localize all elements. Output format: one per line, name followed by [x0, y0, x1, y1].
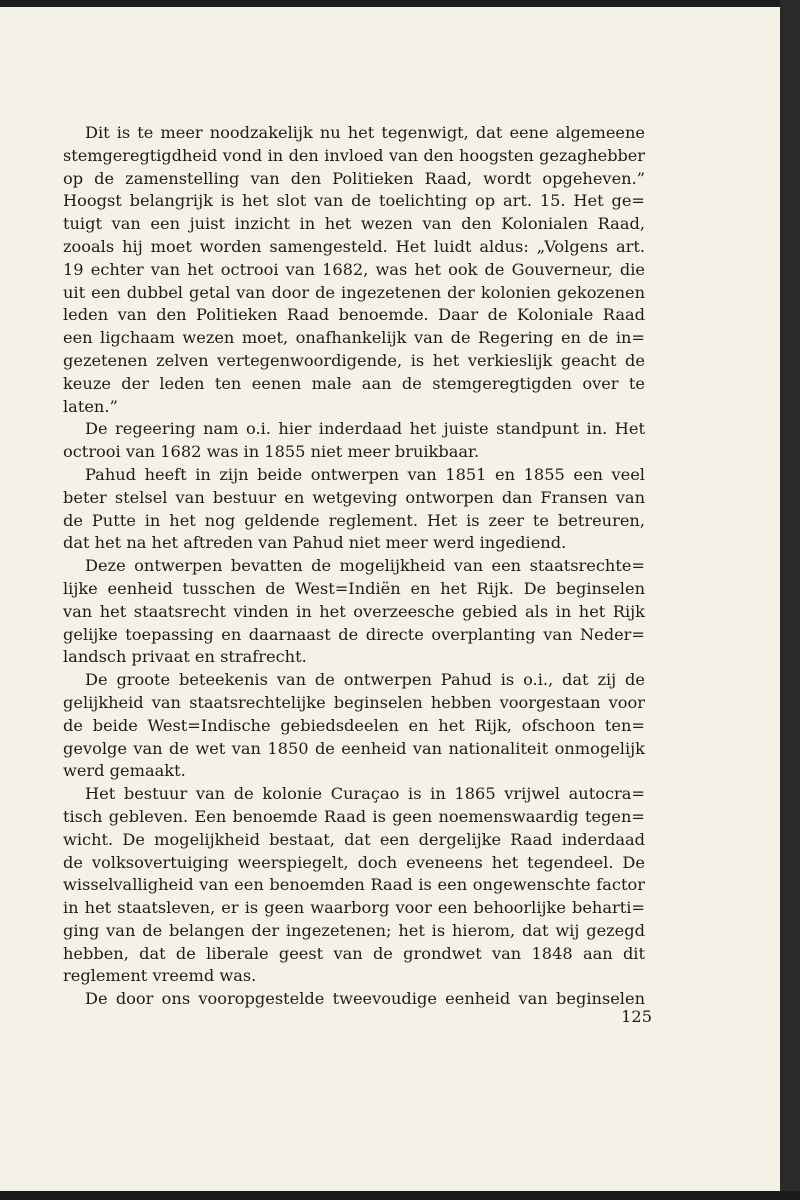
text-line: reglement vreemd was.	[63, 966, 257, 986]
text-line: Deze ontwerpen bevatten de mogelijkheid van een staatsrechte=	[85, 556, 645, 576]
text-line: gelijkheid van staatsrechtelijke beginselen hebben voorgestaan voor	[63, 692, 645, 712]
text-line: laten.”	[63, 396, 118, 416]
book-page	[0, 7, 780, 1191]
text-line: landsch privaat en strafrecht.	[63, 647, 307, 667]
text-line: wicht. De mogelijkheid bestaat, dat een dergelijke Raad inderdaad	[63, 829, 645, 849]
page-number: 125	[621, 1007, 652, 1026]
text-line: Hoogst belangrijk is het slot van de toelichting op art. 15. Het ge=	[63, 191, 645, 211]
text-line: octrooi van 1682 was in 1855 niet meer bruikbaar.	[63, 442, 480, 462]
text-line: Dit is te meer noodzakelijk nu het tegenwigt, dat eene algemeene	[85, 123, 645, 142]
text-line: Het bestuur van de kolonie Curaçao is in 1865 vrijwel autocra=	[85, 784, 645, 804]
text-line: De regeering nam o.i. hier inderdaad het juiste standpunt in. Het	[85, 419, 645, 439]
text-line: Pahud heeft in zijn beide ontwerpen van 1851 en 1855 een veel	[85, 464, 645, 484]
text-line: dat het na het aftreden van Pahud niet meer werd ingediend.	[63, 533, 567, 553]
text-line: van het staatsrecht vinden in het overzeesche gebied als in het Rijk	[63, 601, 645, 621]
text-line: een ligchaam wezen moet, onafhankelijk van de Regering en de in=	[63, 328, 645, 348]
text-line: tisch gebleven. Een benoemde Raad is geen noemenswaardig tegen=	[63, 806, 645, 826]
scan-border-bottom	[0, 1191, 800, 1200]
text-line: de beide West=Indische gebiedsdeelen en het Rijk, ofschoon ten=	[63, 715, 645, 735]
text-line: De groote beteekenis van de ontwerpen Pahud is o.i., dat zij de	[85, 670, 645, 690]
text-line: uit een dubbel getal van door de ingezetenen der kolonien gekozenen	[63, 282, 645, 302]
text-line: stemgeregtigdheid vond in den invloed van den hoogsten gezaghebber	[63, 145, 645, 165]
text-line: gezetenen zelven vertegenwoordigende, is het verkieslijk geacht de	[63, 350, 645, 370]
text-line: de Putte in het nog geldende reglement. Het is zeer te betreuren,	[63, 510, 645, 530]
text-line: zooals hij moet worden samengesteld. Het luidt aldus: „Volgens art.	[63, 236, 645, 256]
text-line: leden van den Politieken Raad benoemde. Daar de Koloniale Raad	[63, 305, 645, 325]
text-line: de volksovertuiging weerspiegelt, doch eveneens het tegendeel. De	[63, 852, 645, 872]
text-line: op de zamenstelling van den Politieken Raad, wordt opgeheven.”	[63, 168, 645, 188]
body-text	[63, 122, 645, 1011]
text-line: keuze der leden ten eenen male aan de stemgeregtigden over te	[63, 373, 645, 393]
text-line: werd gemaakt.	[63, 761, 186, 781]
text-line: hebben, dat de liberale geest van de grondwet van 1848 aan dit	[63, 943, 645, 963]
text-line: in het staatsleven, er is geen waarborg voor een behoorlijke beharti=	[63, 898, 645, 918]
text-line: De door ons vooropgestelde tweevoudige eenheid van beginselen	[85, 989, 645, 1009]
text-line: 19 echter van het octrooi van 1682, was het ook de Gouverneur, die	[63, 259, 645, 279]
text-line: gelijke toepassing en daarnaast de directe overplanting van Neder=	[63, 624, 645, 644]
text-line: beter stelsel van bestuur en wetgeving ontworpen dan Fransen van	[63, 487, 645, 507]
scan-border-right	[780, 0, 800, 1200]
text-line: ging van de belangen der ingezetenen; het is hierom, dat wij gezegd	[63, 920, 645, 940]
text-line: wisselvalligheid van een benoemden Raad is een ongewenschte factor	[63, 875, 645, 895]
text-line: tuigt van een juist inzicht in het wezen van den Kolonialen Raad,	[63, 214, 645, 234]
text-line: lijke eenheid tusschen de West=Indiën en het Rijk. De beginselen	[63, 578, 645, 598]
text-line: gevolge van de wet van 1850 de eenheid van nationaliteit onmogelijk	[63, 738, 645, 758]
